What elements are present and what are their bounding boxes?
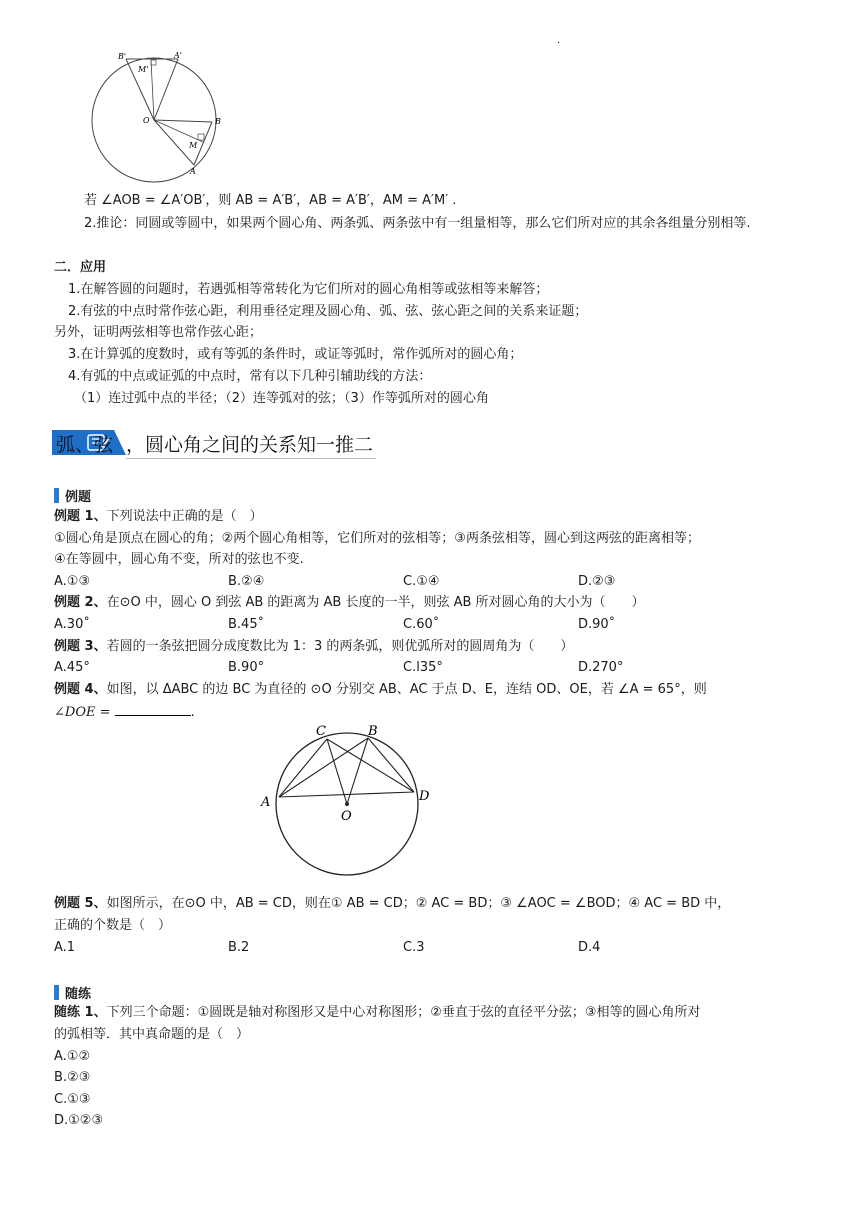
practice-1-question: 随练 1、下列三个命题：①圆既是轴对称图形又是中心对称图形；②垂直于弦的直径平分弦；③相等的圆心角所对 — [54, 1005, 701, 1020]
example-3-option-c: C.l35° — [403, 660, 443, 675]
fig1-label-a-prime: A' — [174, 51, 182, 60]
example-5-question-cont: 正确的个数是（ ） — [54, 918, 172, 933]
example-2-option-b: B.45˚ — [228, 617, 265, 632]
theorem-line: 若 ∠AOB = ∠A′OB′，则 AB = A′B′，AB = A′B′，AM = A′M′ . — [84, 193, 457, 208]
example-3-option-b: B.90° — [228, 660, 265, 675]
example-2-question: 例题 2、在⊙O 中，圆心 O 到弦 AB 的距离为 AB 长度的一半，则弦 AB 所对圆心角的大小为（ ） — [54, 595, 645, 610]
fig2-label-b: B — [368, 724, 378, 739]
example-5-question: 例题 5、如图所示，在⊙O 中，AB = CD，则在① AB = CD；② AC = BD；③ ∠AOC = ∠BOD；④ AC = BD 中， — [54, 896, 731, 911]
corollary-text: 2.推论：同圆或等圆中，如果两个圆心角、两条弧、两条弦中有一组量相等，那么它们所对应的其余各组量分别相等. — [84, 216, 751, 231]
practice-heading — [54, 983, 91, 1002]
application-item-2-cont: 另外，证明两弦相等也常作弦心距； — [54, 325, 263, 340]
example-5-option-c: C.3 — [403, 940, 425, 955]
examples-heading-label: 例题 — [65, 490, 92, 505]
application-item-2: 2.有弦的中点时常作弦心距，利用垂径定理及圆心角、弧、弦、弦心距之间的关系来证题； — [68, 304, 588, 319]
fig1-label-o: O — [143, 116, 150, 125]
example-1-option-d: D.②③ — [578, 574, 616, 589]
application-item-1: 1.在解答圆的问题时，若遇弧相等常转化为它们所对的圆心角相等或弦相等来解答； — [68, 282, 549, 297]
fig1-label-m: M — [189, 141, 198, 150]
example-2-option-c: C.60˚ — [403, 617, 440, 632]
banner-title: ，圆心角之间的关系知一推二 — [126, 434, 374, 456]
example-4-blank-line: ∠DOE = . — [54, 705, 195, 720]
fig2-label-c: C — [316, 724, 326, 739]
example-2-option-a: A.30˚ — [54, 617, 90, 632]
example-4-question: 例题 4、如图，以 ΔABC 的边 BC 为直径的 ⊙O 分别交 AB、AC 于点 D、E，连结 OD、OE，若 ∠A = 65°，则 — [54, 682, 707, 697]
example-5-option-d: D.4 — [578, 940, 601, 955]
practice-1-option-c: C.①③ — [54, 1092, 91, 1107]
application-heading: 二．应用 — [54, 260, 107, 275]
example-5-option-a: A.1 — [54, 940, 76, 955]
practice-heading-label: 随练 — [65, 987, 92, 1002]
section-marker — [54, 488, 59, 503]
fig2-label-d: D — [419, 789, 430, 804]
fig1-label-a: A — [190, 167, 196, 176]
example-1-option-a: A.①③ — [54, 574, 91, 589]
practice-1-question-cont: 的弧相等．其中真命题的是（ ） — [54, 1027, 250, 1042]
fig2-label-o: O — [341, 809, 352, 824]
example-1-option-b: B.②④ — [228, 574, 265, 589]
banner-prefix: 弧、弦 — [56, 434, 114, 456]
fig1-label-b-prime: B' — [118, 52, 127, 61]
examples-heading — [54, 486, 91, 505]
application-item-4-methods: （1）连过弧中点的半径；（2）连等弧对的弦；（3）作等弧所对的圆心角 — [74, 391, 489, 406]
application-item-3: 3.在计算弧的度数时，或有等弧的条件时，或证等弧时，常作弧所对的圆心角； — [68, 347, 523, 362]
practice-1-option-a: A.①② — [54, 1049, 91, 1064]
practice-1-option-d: D.①②③ — [54, 1113, 104, 1128]
fig2-label-a: A — [261, 795, 271, 810]
answer-blank[interactable] — [115, 703, 191, 716]
application-item-4: 4.有弧的中点或证弧的中点时，常有以下几种引辅助线的方法： — [68, 369, 432, 384]
banner-underline — [126, 458, 376, 459]
circle-figure-1 — [82, 50, 232, 190]
fig1-label-b: B — [215, 117, 221, 126]
example-1-statement-1: ①圆心角是顶点在圆心的角；②两个圆心角相等，它们所对的弦相等；③两条弦相等，圆心到这两弦的距离相等； — [54, 531, 700, 546]
example-1-question: 例题 1、下列说法中正确的是（ ） — [54, 509, 263, 524]
example-1-option-c: C.①④ — [403, 574, 440, 589]
example-3-question: 例题 3、若圆的一条弦把圆分成度数比为 1：3 的两条弧，则优弧所对的圆周角为（ ） — [54, 639, 574, 654]
practice-1-option-b: B.②③ — [54, 1070, 91, 1085]
section-marker — [54, 985, 59, 1000]
example-3-option-d: D.270° — [578, 660, 624, 675]
circle-figure-2 — [258, 722, 438, 882]
fig1-label-m-prime: M' — [138, 65, 149, 74]
example-1-statement-2: ④在等圆中，圆心角不变，所对的弦也不变. — [54, 552, 304, 567]
example-5-option-b: B.2 — [228, 940, 250, 955]
example-2-option-d: D.90˚ — [578, 617, 616, 632]
example-3-option-a: A.45° — [54, 660, 90, 675]
page-dot: · — [557, 38, 561, 49]
